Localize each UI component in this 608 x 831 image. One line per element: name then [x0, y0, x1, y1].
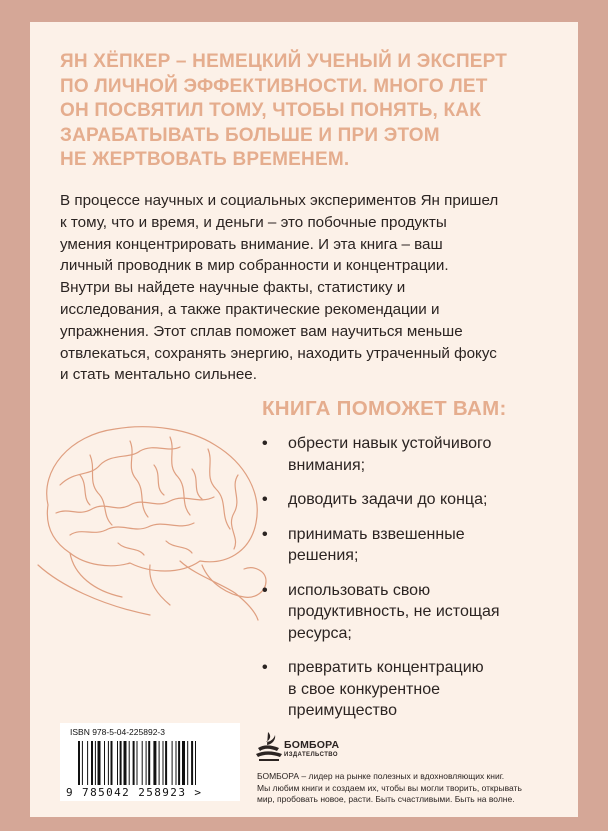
barcode-bar: [111, 741, 113, 785]
benefit-item: [262, 657, 562, 722]
barcode-bar: [129, 741, 130, 785]
barcode-bar: [91, 741, 93, 785]
bullet-icon: •: [262, 525, 268, 543]
benefit-item: [262, 433, 562, 476]
benefit-line: в свое конкурентное: [288, 680, 441, 698]
barcode-bar: [146, 741, 147, 785]
benefit-line: использовать свою: [288, 581, 431, 599]
description-line: отвлекаться, сохранять энергию, находить утраченный фокус: [60, 344, 497, 362]
description-line: Внутри вы найдете научные факты, статистику и: [60, 279, 406, 297]
isbn-label: ISBN 978-5-04-225892-3: [70, 727, 165, 737]
benefit-line: преимущество: [288, 702, 398, 719]
barcode-bar: [153, 741, 156, 785]
publisher-subtitle: ИЗДАТЕЛЬСТВО: [284, 752, 338, 758]
barcode-bar: [187, 741, 188, 785]
barcode-bar: [137, 741, 138, 785]
benefit-line: внимания;: [288, 456, 366, 474]
barcode-bar: [124, 741, 127, 785]
barcode-bar: [78, 741, 80, 785]
benefit-line: решения;: [288, 547, 359, 564]
benefit-line: продуктивность, не истощая: [288, 603, 500, 620]
benefits-heading: КНИГА ПОМОЖЕТ ВАМ:: [262, 397, 507, 420]
barcode-bar: [133, 741, 135, 785]
description-line: и стать ментально сильнее.: [60, 366, 257, 384]
bullet-icon: •: [262, 491, 268, 508]
description-line: личный проводник в мир собранности и концентрации.: [60, 257, 449, 275]
intro-line: НЕ ЖЕРТВОВАТЬ ВРЕМЕНЕМ.: [60, 149, 350, 170]
benefits-list: [262, 433, 562, 722]
benefit-line: ресурса;: [288, 624, 352, 642]
barcode-bar: [163, 741, 164, 785]
publisher-line: БОМБОРА – лидер на рынке полезных и вдохновляющих книг.: [257, 771, 505, 781]
barcode-digits: 9 785042 258923 >: [66, 786, 203, 799]
bullet-icon: •: [262, 659, 268, 676]
brain-illustration: [30, 415, 280, 625]
barcode-bar: [108, 741, 109, 785]
description-line: упражнения. Этот сплав поможет вам научиться меньше: [60, 322, 463, 340]
intro-statement: [60, 50, 560, 173]
description-line: В процессе научных и социальных экспериментов Ян пришел: [60, 192, 499, 209]
benefit-item: [262, 580, 562, 645]
barcode-bar: [182, 741, 185, 785]
benefit-item: [262, 524, 562, 567]
benefit-item: [262, 489, 562, 511]
intro-line: ЗАРАБАТЫВАТЬ БОЛЬШЕ И ПРИ ЭТОМ: [60, 124, 440, 146]
barcode-bar: [117, 741, 118, 785]
publisher-name: БОМБОРА: [284, 739, 340, 751]
barcode-bar: [120, 741, 122, 785]
barcode-bar: [82, 741, 83, 785]
barcode-bar: [98, 741, 101, 785]
bullet-icon: •: [262, 435, 268, 452]
description-paragraph: [60, 190, 580, 386]
description-line: умения концентрировать внимание. И эта книга – ваш: [60, 235, 443, 253]
barcode-bar: [142, 741, 143, 785]
barcode-bar: [195, 741, 196, 785]
barcode-bar: [95, 741, 96, 785]
description-line: исследования, а также практические рекомендации и: [60, 300, 440, 318]
barcode-bar: [165, 741, 167, 785]
barcode-bar: [172, 741, 173, 785]
barcode-bar: [87, 741, 88, 785]
benefit-line: превратить концентрацию: [288, 659, 484, 676]
publisher-line: мир, пробовать новое, расти. Быть счастливыми. Быть на волне.: [257, 794, 515, 804]
benefit-line: доводить задачи до конца;: [288, 491, 488, 508]
publisher-description: [257, 771, 557, 806]
intro-line: ПО ЛИЧНОЙ ЭФФЕКТИВНОСТИ. МНОГО ЛЕТ: [60, 75, 488, 97]
publisher-line: Мы любим книги и создаем их, чтобы вы могли творить, открывать: [257, 782, 522, 793]
intro-line: ЯН ХЁПКЕР – НЕМЕЦКИЙ УЧЕНЫЙ И ЭКСПЕРТ: [60, 51, 508, 72]
benefit-line: принимать взвешенные: [288, 525, 465, 543]
barcode-bar: [104, 741, 105, 785]
barcode-bar: [191, 741, 193, 785]
barcode-bar: [148, 741, 150, 785]
barcode-bar: [159, 741, 160, 785]
barcode-bars: [78, 741, 233, 785]
benefit-line: обрести навык устойчивого: [288, 435, 492, 452]
description-line: к тому, что и время, и деньги – это побочные продукты: [60, 213, 447, 231]
barcode-bar: [178, 741, 180, 785]
intro-line: ОН ПОСВЯТИЛ ТОМУ, ЧТОБЫ ПОНЯТЬ, КАК: [60, 100, 482, 121]
barcode-bar: [176, 741, 177, 785]
bullet-icon: •: [262, 581, 268, 599]
bombora-logo-icon: [254, 730, 284, 762]
